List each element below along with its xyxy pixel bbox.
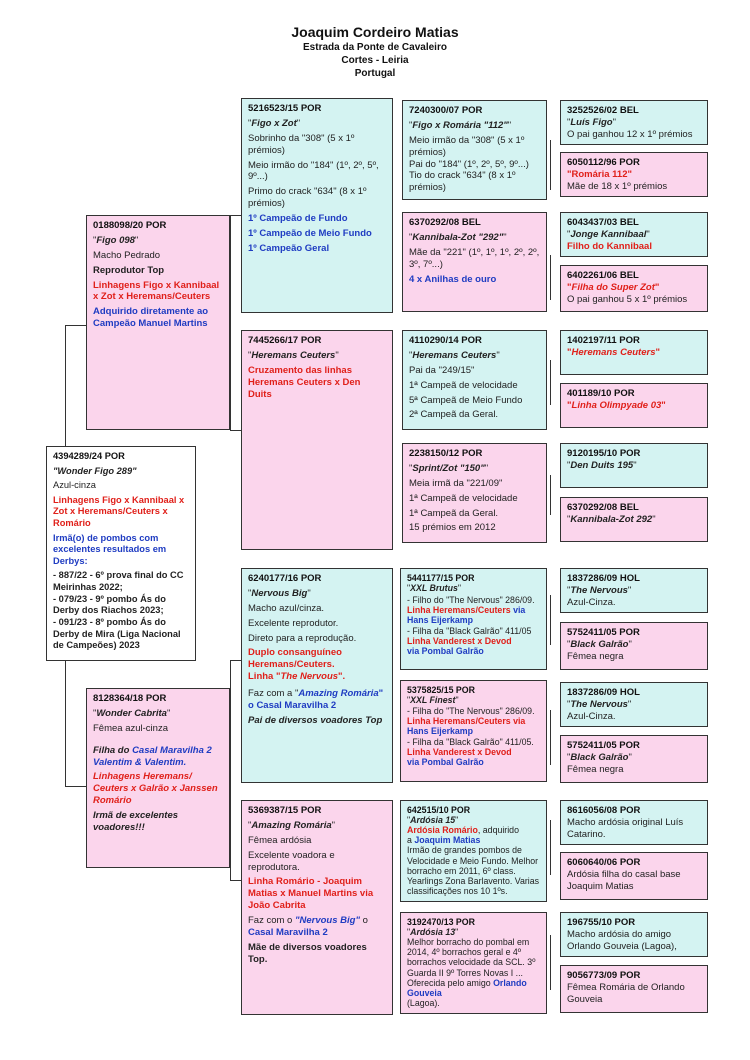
lineage-text: Cruzamento das linhas Heremans Ceuters x Den Duits bbox=[248, 364, 361, 400]
bird-name: Ardósia 13 bbox=[410, 927, 456, 938]
connector-line bbox=[550, 255, 551, 300]
bird-color: Fêmea azul-cinza bbox=[93, 722, 168, 734]
lineage-text: Ardósia Romário bbox=[407, 825, 478, 836]
ring-number: 3252526/02 BEL bbox=[567, 105, 639, 116]
bird-name: Figo x Romária "112" bbox=[412, 119, 508, 131]
connector-line bbox=[550, 935, 551, 990]
ring-number: 6402261/06 BEL bbox=[567, 270, 639, 281]
bird-name: Heremans Ceuters bbox=[412, 349, 497, 361]
gen4-card bbox=[560, 852, 708, 900]
connector-line bbox=[65, 786, 86, 787]
info-line: (Lagoa). bbox=[407, 997, 440, 1008]
breeder-status: Reprodutor Top bbox=[93, 264, 165, 276]
connector-line bbox=[65, 661, 66, 786]
bird-name: "Romária 112" bbox=[567, 168, 632, 180]
info-line: Mãe de 18 x 1º prémios bbox=[567, 180, 668, 192]
ring-number: 1837286/09 HOL bbox=[567, 573, 640, 584]
bird-name: Linha Olimpyade 03 bbox=[571, 399, 662, 411]
info-line: - Filha da "Black Galrão" 411/05. bbox=[407, 736, 534, 747]
info-line: , adquirido bbox=[477, 825, 519, 836]
connector-line bbox=[230, 430, 241, 431]
bird-name: Ardósia 15 bbox=[410, 815, 456, 826]
via-name: via Pombal Galrão bbox=[407, 645, 484, 656]
friend-link: Orlando Gouveia bbox=[407, 977, 527, 998]
via-name: Hans Eijerkamp bbox=[407, 615, 474, 626]
info-line: Filho do Kannibaal bbox=[567, 240, 652, 252]
info-line: 1ª Campeã da Geral. bbox=[409, 507, 499, 519]
connector-line bbox=[65, 325, 66, 448]
info-line: - Filha do "The Nervous" 286/09. bbox=[407, 706, 535, 717]
offspring-text: Pai de diversos voadores Top bbox=[248, 714, 383, 726]
lineage-text: Linhagens Heremans/ Ceuters x Galrão x Janssen Romário bbox=[93, 771, 218, 807]
info-line: Direto para a reprodução. bbox=[248, 632, 357, 644]
ring-number: 8128364/18 POR bbox=[93, 693, 167, 704]
ring-number: 3192470/13 POR bbox=[407, 917, 475, 927]
ring-number: 4394289/24 POR bbox=[53, 451, 125, 461]
sds-card: 4110290/14 POR "Heremans Ceuters" Pai da "249/15" 1ª Campeã de velocidade 5ª Campeã de Meio Fundo 2ª Campeã da Geral. bbox=[402, 330, 547, 430]
bird-name: Sprint/Zot "150" bbox=[412, 462, 485, 474]
sdd-card: 2238150/12 POR "Sprint/Zot "150"" Meia irmã da "221/09" 1ª Campeã de velocidade 1ª Campeã da Geral. 15 prémios em 2012 bbox=[402, 443, 547, 543]
ring-number: 7445266/17 POR bbox=[248, 335, 322, 346]
owner-name: Joaquim Cordeiro Matias bbox=[291, 24, 459, 40]
ring-number: 6060640/06 POR bbox=[567, 857, 641, 868]
main-bird-card: 4394289/24 POR "Wonder Figo 289" Azul-cinza Linhagens Figo x Kannibaal x Zot x Heremans/Ceuters x Romário Irmã(o) de pombos com excelentes resultados em Derbys: - 887/22 - 6º prova final do CC Meirinhas 2022; - 079/23 - 9º pombo Ás do Derby dos Riachos 2023; - 091/23 - 8º pombo Ás do Derby de Mira (Liga Nacional de Campeões) 2023 bbox=[46, 446, 196, 661]
result-3: - 091/23 - 8º pombo Ás do Derby de Mira (Liga Nacional de Campeões) 2023 bbox=[53, 616, 181, 651]
bird-name: Wonder Figo 289 bbox=[57, 465, 133, 476]
pair-link: Amazing Romária bbox=[298, 688, 379, 699]
via-text: via bbox=[510, 605, 526, 616]
pair-link-2: Casal Maravilha 2 bbox=[248, 926, 328, 938]
gen4-card: 1837286/09 HOL "The Nervous" Azul-Cinza. bbox=[560, 568, 708, 613]
lineage-text: Linhagens Figo x Kannibaal x Zot x Heremans/Ceuters bbox=[93, 279, 220, 303]
connector-line bbox=[230, 215, 241, 216]
parents-link: Casal Maravilha 2 Valentim & Valentim. bbox=[93, 744, 212, 768]
sire-card: 0188098/20 POR "Figo 098" Macho Pedrado Reprodutor Top Linhagens Figo x Kannibaal x Zot x Heremans/Ceuters Adquirido diretamente ao Campeão Manuel Martins bbox=[86, 215, 230, 430]
lineage-text: Linha Heremans/Ceuters via bbox=[407, 716, 526, 727]
info-line: Pai do "184" (1º, 2º, 5º, 9º...) bbox=[409, 158, 529, 170]
ring-number: 6370292/08 BEL bbox=[567, 502, 639, 513]
result-1: - 887/22 - 6º prova final do CC Meirinhas 2022; bbox=[53, 570, 184, 593]
lineage-text: Linhagens Figo x Kannibaal x Zot x Heremans/Ceuters x Romário bbox=[53, 494, 185, 529]
info-line: Tio do crack "634" (8 x 1º prémios) bbox=[409, 170, 516, 194]
ring-number: 7240300/07 POR bbox=[409, 105, 483, 116]
info-line: - Filha da "Black Galrão" 411/05 bbox=[407, 625, 532, 636]
ring-number: 5752411/05 POR bbox=[567, 627, 640, 638]
info-line: Excelente reprodutor. bbox=[248, 617, 339, 629]
bird-name: Heremans Ceuters bbox=[251, 349, 336, 361]
info-line: Azul-Cinza. bbox=[567, 710, 616, 722]
ring-number: 5375825/15 POR bbox=[407, 685, 475, 695]
lineage-name: The Nervous bbox=[280, 671, 339, 683]
bird-name: Figo x Zot bbox=[251, 117, 297, 129]
bird-name: Jonge Kannibaal bbox=[570, 228, 647, 240]
info-line: Macho azul/cinza. bbox=[248, 602, 325, 614]
bird-name: Den Duits 195 bbox=[570, 459, 634, 471]
siblings-text: Irmã(o) de pombos com excelentes resultados em Derbys: bbox=[53, 532, 167, 566]
info-line: Melhor borracho do pombal em 2014, 4º borrachos geral e 4º borrachos velocidade da SCL. 3º Guarda II 9º Torres Novas I ... Oferecida pelo amigo bbox=[407, 937, 536, 988]
sire-sire-card: 5216523/15 POR "Figo x Zot" Sobrinho da "308" (5 x 1º prémios) Meio irmão do "184" (1º, 2º, 5º, 9º...) Primo do crack "634" (8 x 1º prémios) 1º Campeão de Fundo 1º Campeão de Meio Fundo 1º Campeão Geral bbox=[241, 98, 393, 313]
info-line: Fêmea negra bbox=[567, 763, 624, 775]
bird-name: Filha do Super Zot bbox=[571, 281, 655, 293]
info-line: Meia irmã da "221/09" bbox=[409, 477, 503, 489]
owner-address: Estrada da Ponte de Cavaleiro bbox=[303, 42, 447, 53]
info-line: Fêmea ardósia bbox=[248, 834, 312, 846]
gen4-card bbox=[560, 152, 708, 197]
info-line: O pai ganhou 5 x 1º prémios bbox=[567, 293, 688, 305]
gen4-card bbox=[560, 965, 708, 1013]
owner-city: Cortes - Leiria bbox=[341, 55, 409, 66]
title-line: 1º Campeão de Meio Fundo bbox=[248, 227, 372, 239]
sss-card: 7240300/07 POR "Figo x Romária "112"" Meio irmão da "308" (5 x 1º prémios) Pai do "184" (1º, 2º, 5º, 9º...) Tio do crack "634" (8 x 1º prémios) bbox=[402, 100, 547, 200]
gen4-card bbox=[560, 912, 708, 957]
dsd-card: 5375825/15 POR "XXL Finest" - Filha do "The Nervous" 286/09. Linha Heremans/Ceuters via Hans Eijerkamp - Filha da "Black Galrão" 411/05. Linha Vanderest x Devod via Pombal Galrão bbox=[400, 680, 547, 782]
ring-number: 4110290/14 POR bbox=[409, 335, 482, 346]
info-line: Mãe da "221" (1º, 1º, 1º, 2º, 2º, 3º, 7º...) bbox=[409, 246, 540, 270]
info-line: Macho ardósia original Luís Catarino. bbox=[567, 816, 684, 840]
bird-name: Nervous Big bbox=[251, 587, 308, 599]
bird-name: The Nervous bbox=[570, 698, 628, 710]
via-name: Hans Eijerkamp bbox=[407, 726, 474, 737]
ring-number: 5369387/15 POR bbox=[248, 805, 322, 816]
offspring-text: Mãe de diversos voadores Top. bbox=[248, 941, 367, 965]
bird-name: Kannibala-Zot "292" bbox=[412, 231, 504, 243]
bird-color: Azul-cinza bbox=[53, 480, 96, 491]
lineage-suffix: ". bbox=[338, 671, 346, 683]
ring-number: 0188098/20 POR bbox=[93, 220, 167, 231]
ring-number: 1837286/09 HOL bbox=[567, 687, 640, 698]
connector-line bbox=[230, 660, 241, 661]
bird-name: Amazing Romária bbox=[251, 819, 332, 831]
connector-line bbox=[550, 595, 551, 645]
bird-color: Macho Pedrado bbox=[93, 249, 161, 261]
gen4-card: 5752411/05 POR "Black Galrão" Fêmea negra bbox=[560, 735, 708, 783]
bird-name: Black Galrão bbox=[570, 638, 629, 650]
lineage-text: Linha Vanderest x Devod bbox=[407, 635, 512, 646]
title-line: 1º Campeão de Fundo bbox=[248, 213, 348, 224]
bird-name: Heremans Ceuters bbox=[571, 346, 656, 358]
connector-line bbox=[550, 820, 551, 875]
connector-line bbox=[230, 660, 231, 880]
pair-mid: o bbox=[359, 915, 368, 926]
connector-line bbox=[230, 880, 241, 881]
bird-name: Wonder Cabrita bbox=[96, 707, 167, 719]
acquisition-text: Adquirido diretamente ao Campeão Manuel Martins bbox=[93, 306, 209, 330]
info-line: 1ª Campeã de velocidade bbox=[409, 492, 518, 504]
info-line: Fêmea negra bbox=[567, 650, 624, 662]
info-line: Excelente voadora e reprodutora. bbox=[248, 849, 335, 873]
ring-number: 6240177/16 POR bbox=[248, 573, 322, 584]
info-line: Ardósia filha do casal base Joaquim Matias bbox=[567, 868, 681, 892]
connector-line bbox=[550, 475, 551, 515]
info-line: 1ª Campeã de velocidade bbox=[409, 379, 518, 391]
ring-number: 5752411/05 POR bbox=[567, 740, 640, 751]
gen4-card: 6370292/08 BEL "Kannibala-Zot 292" bbox=[560, 497, 708, 542]
title-line: 1º Campeão Geral bbox=[248, 242, 330, 254]
bird-name: Kannibala-Zot 292 bbox=[570, 513, 653, 525]
info-line: Meio irmão da "308" (5 x 1º prémios) bbox=[409, 134, 525, 158]
info-line: 15 prémios em 2012 bbox=[409, 522, 496, 534]
ddd-card: 3192470/13 POR "Ardósia 13" Melhor borracho do pombal em 2014, 4º borrachos geral e 4º borrachos velocidade da SCL. 3º Guarda II 9º Torres Novas I ... Oferecida pelo amigo Orlando Gouveia (Lagoa). bbox=[400, 912, 547, 1014]
gen4-card: 1402197/11 POR "Heremans Ceuters" bbox=[560, 330, 708, 375]
info-line: Fêmea Romária de Orlando Gouveia bbox=[567, 981, 685, 1005]
info-line: 2ª Campeã da Geral. bbox=[409, 409, 499, 421]
info-prefix: a bbox=[407, 835, 415, 846]
ring-number: 1402197/11 POR bbox=[567, 335, 640, 346]
ring-number: 9120195/10 POR bbox=[567, 448, 641, 459]
info-line: Pai da "249/15" bbox=[409, 364, 475, 376]
pair-prefix: Faz com o bbox=[248, 915, 295, 926]
info-line: Irmão de grandes pombos de Velocidade e Meio Fundo. Melhor borracho em 2011, 6º class. Yearlings Zona Barlavento. Varias classificações nos 10 1ºs. bbox=[407, 845, 540, 896]
lineage-text: Linha Romário - Joaquim Matias x Manuel Martins via João Cabrita bbox=[248, 876, 374, 912]
result-2: - 079/23 - 9º pombo Ás do Derby dos Riachos 2023; bbox=[53, 593, 166, 616]
title-line: 4 x Anilhas de ouro bbox=[409, 273, 497, 285]
info-line: Primo do crack "634" (8 x 1º prémios) bbox=[248, 186, 367, 210]
ring-number: 196755/10 POR bbox=[567, 917, 636, 928]
gen4-card: 1837286/09 HOL "The Nervous" Azul-Cinza. bbox=[560, 682, 708, 727]
bird-name: Luís Figo bbox=[570, 116, 613, 128]
info-line: Sobrinho da "308" (5 x 1º prémios) bbox=[248, 132, 355, 156]
bird-name: The Nervous bbox=[570, 584, 628, 596]
connector-line bbox=[550, 360, 551, 405]
bird-name: XXL Finest bbox=[410, 695, 456, 706]
lineage-text: Linha Vanderest x Devod bbox=[407, 746, 512, 757]
ring-number: 5216523/15 POR bbox=[248, 103, 322, 114]
connector-line bbox=[550, 140, 551, 190]
info-line: Meio irmão do "184" (1º, 2º, 5º, 9º...) bbox=[248, 159, 379, 183]
ring-number: 8616056/08 POR bbox=[567, 805, 641, 816]
ring-number: 6043437/03 BEL bbox=[567, 217, 639, 228]
sister-text: Irmã de excelentes voadores!!! bbox=[93, 810, 179, 833]
gen4-card bbox=[560, 800, 708, 845]
connector-line bbox=[230, 215, 231, 430]
dam-card: 8128364/18 POR "Wonder Cabrita" Fêmea azul-cinza Filha do Casal Maravilha 2 Valentim & Valentim. Linhagens Heremans/ Ceuters x Galrão x Janssen Romário Irmã de excelentes voadores!!! bbox=[86, 688, 230, 868]
lineage-text: Linha Heremans/Ceuters bbox=[407, 605, 511, 616]
pair-suffix: " o Casal Maravilha 2 bbox=[248, 688, 384, 711]
via-name: via Pombal Galrão bbox=[407, 756, 484, 767]
owner-link: Joaquim Matias bbox=[414, 835, 481, 846]
gen4-card: 401189/10 POR "Linha Olimpyade 03" bbox=[560, 383, 708, 428]
gen4-card: 9120195/10 POR "Den Duits 195" bbox=[560, 443, 708, 488]
gen4-card: 3252526/02 BEL "Luís Figo" O pai ganhou 12 x 1º prémios bbox=[560, 100, 708, 145]
connector-line bbox=[550, 710, 551, 765]
bird-name: XXL Brutus bbox=[410, 583, 458, 594]
info-line: Azul-Cinza. bbox=[567, 596, 616, 608]
ring-number: 642515/10 POR bbox=[407, 805, 471, 815]
gen4-card: 6402261/06 BEL "Filha do Super Zot" O pai ganhou 5 x 1º prémios bbox=[560, 265, 708, 312]
connector-line bbox=[65, 325, 86, 326]
bird-name: Figo 098 bbox=[96, 234, 135, 246]
gen4-card: 5752411/05 POR "Black Galrão" Fêmea negra bbox=[560, 622, 708, 670]
info-line: O pai ganhou 12 x 1º prémios bbox=[567, 128, 693, 140]
dam-sire-card: 6240177/16 POR "Nervous Big" Macho azul/cinza. Excelente reprodutor. Direto para a reprodução. Duplo consanguíneo Heremans/Ceuters. Linha "The Nervous". Faz com a "Amazing Romária" o Casal Maravilha 2 Pai de diversos voadores Top bbox=[241, 568, 393, 783]
sire-dam-card: 7445266/17 POR "Heremans Ceuters" Cruzamento das linhas Heremans Ceuters x Den Duits bbox=[241, 330, 393, 550]
ssd-card: 6370292/08 BEL "Kannibala-Zot "292"" Mãe da "221" (1º, 1º, 1º, 2º, 2º, 3º, 7º...) 4 x Anilhas de ouro bbox=[402, 212, 547, 312]
ring-number: 6370292/08 BEL bbox=[409, 217, 481, 228]
info-line: 5ª Campeã de Meio Fundo bbox=[409, 394, 523, 406]
dam-dam-card: 5369387/15 POR "Amazing Romária" Fêmea ardósia Excelente voadora e reprodutora. Linha Romário - Joaquim Matias x Manuel Martins via João Cabrita Faz com o "Nervous Big" o Casal Maravilha 2 Mãe de diversos voadores Top. bbox=[241, 800, 393, 1015]
pair-link: "Nervous Big" bbox=[295, 915, 360, 926]
pair-prefix: Faz com a " bbox=[248, 688, 299, 699]
dss-card: 5441177/15 POR "XXL Brutus" - Filho do "The Nervous" 286/09. Linha Heremans/Ceuters via Hans Eijerkamp - Filha da "Black Galrão" 411/05 Linha Vanderest x Devod via Pombal Galrão bbox=[400, 568, 547, 670]
ring-number: 401189/10 POR bbox=[567, 388, 635, 399]
ring-number: 5441177/15 POR bbox=[407, 573, 475, 583]
dds-card: 642515/10 POR "Ardósia 15" Ardósia Romário, adquirido a Joaquim Matias Irmão de grandes pombos de Velocidade e Meio Fundo. Melhor borracho em 2011, 6º class. Yearlings Zona Barlavento. Varias classificações nos 10 1ºs. bbox=[400, 800, 547, 902]
ring-number: 6050112/96 POR bbox=[567, 157, 640, 168]
lineage-prefix: Linha " bbox=[248, 671, 281, 683]
info-line: - Filho do "The Nervous" 286/09. bbox=[407, 595, 535, 606]
ring-number: 2238150/12 POR bbox=[409, 448, 483, 459]
info-line: Macho ardósia do amigo Orlando Gouveia (Lagoa), bbox=[567, 928, 677, 952]
lineage-text: Duplo consanguíneo Heremans/Ceuters. bbox=[248, 647, 342, 671]
daughter-prefix: Filha do bbox=[93, 744, 133, 756]
ring-number: 9056773/09 POR bbox=[567, 970, 641, 981]
bird-name: Black Galrão bbox=[570, 751, 629, 763]
owner-country: Portugal bbox=[354, 68, 396, 79]
gen4-card: 6043437/03 BEL "Jonge Kannibaal" Filho do Kannibaal bbox=[560, 212, 708, 257]
